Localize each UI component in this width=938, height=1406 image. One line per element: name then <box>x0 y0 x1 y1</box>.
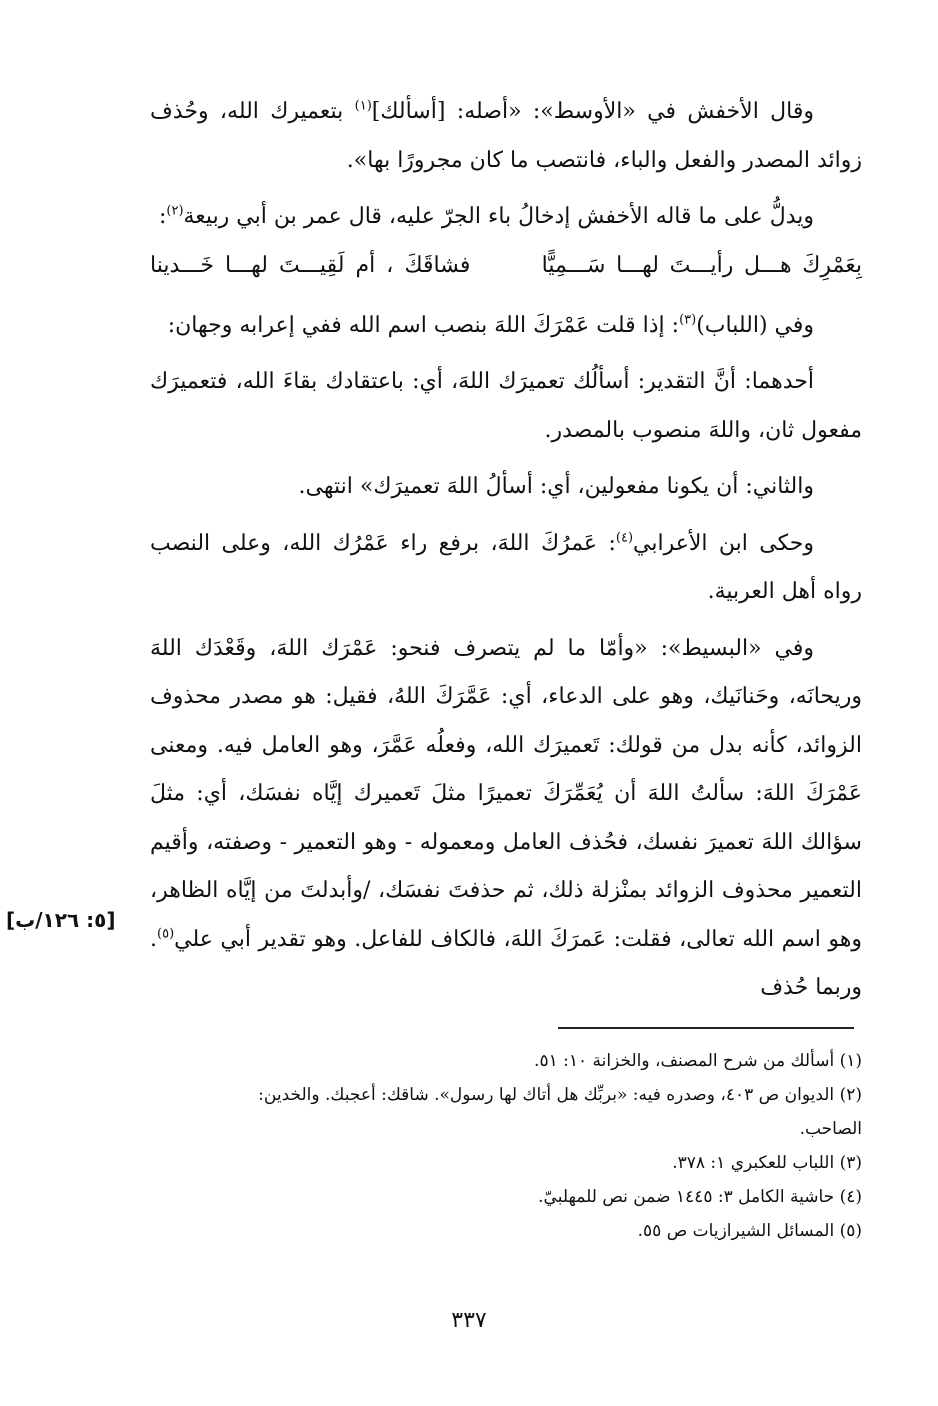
paragraph-evidence: ويدلُّ على ما قاله الأخفش إدخالُ باء الجرّ عليه، قال عمر بن أبي ربيعة$^{(٢)}$: <box>158 203 814 229</box>
poetry-verse <box>150 242 862 290</box>
verse-second-hemistich: فشاقَكَ ، أم لَقِيـــتَ لهـــا خَـــدينا <box>150 252 471 278</box>
paragraph-akhfash: وقال الأخفش في «الأوسط»: «أصله: [أسألك]$^{(١)}$ بتعميرك الله، وحُذف زوائد المصدر والفعل والباء، فانتصب ما كان مجرورًا بها». <box>150 98 862 173</box>
footnote-2-continuation: الصاحب. <box>799 1119 862 1139</box>
footnote-4: (٤) حاشية الكامل ٣: ١٤٤٥ ضمن نص للمهلبيّ. <box>538 1187 862 1207</box>
verse-first-hemistich: بِعَمْرِكَ هـــل رأيـــتَ لهـــا سَـــمِيًّا <box>541 252 862 278</box>
manuscript-folio-reference: [٥: ١٢٦/ب] <box>6 908 116 932</box>
footnote-3: (٣) اللباب للعكبري ١: ٣٧٨. <box>672 1153 862 1173</box>
footnote-2: (٢) الديوان ص ٤٠٣، وصدره فيه: «بربِّك هل أتاك لها رسول». شاقك: أعجبك. والخدين: <box>258 1085 862 1105</box>
footnote-1: (١) أسألك من شرح المصنف، والخزانة ١٠: ٥١. <box>534 1051 862 1071</box>
paragraph-first-aspect: أحدهما: أنَّ التقدير: أسألُك تعميرَك اللهَ، أي: باعتقادك بقاءَ الله، فتعميرَك مفعول ثان، واللهَ منصوب بالمصدر. <box>150 369 862 443</box>
page-number: ٣٣٧ <box>451 1308 487 1333</box>
footnote-ref-4: (٤) <box>615 530 634 546</box>
paragraph-basit: وفي «البسيط»: «وأمّا ما لم يتصرف فنحو: عَمْرَك اللهَ، وقَعْدَك اللهَ وريحانَه، وحَنانَيك، وهو على الدعاء، أي: عَمَّرَكَ اللهُ، فقيل: هو مصدر محذوف الزوائد، كأنه بدل من قولك: تَعميرَك الله، وفعلُه عَمَّرَ، وهو العامل فيه. ومعنى عَمْرَكَ اللهَ: سألتُ اللهَ أن يُعَمِّرَكَ تعميرًا مثلَ تَعميرك إيَّاه نفسَك، أي: مثلَ سؤالك اللهَ تعميرَ نفسك، فحُذف العامل ومعموله - وهو التعمير - وصفته، وأقيم التعمير محذوف الزوائد بمنْزلة ذلك، ثم حذفتَ نفسَك، /وأبدلتَ من إيَّاه الظاهر، وهو اسم الله تعالى، فقلت: عَمرَكَ اللهَ، فالكاف للفاعل. وهو تقدير أبي علي$^{(٥)}$. وربما حُذف <box>150 635 862 1000</box>
footnotes <box>150 1044 862 1248</box>
footnote-ref-1: (١) <box>354 98 372 114</box>
footnote-separator <box>558 1027 854 1029</box>
main-text <box>150 88 862 1021</box>
paragraph-ibn-arabi: وحكى ابن الأعرابي$^{(٤)}$: عَمرُكَ اللهَ، برفع راء عَمْرُك الله، وعلى النصب رواه أهل العربية. <box>150 530 862 604</box>
paragraph-lubab: وفي (اللباب)$^{(٣)}$: إذا قلت عَمْرَكَ اللهَ بنصب اسم الله ففي إعرابه وجهان: <box>167 312 814 338</box>
footnote-5: (٥) المسائل الشيرازيات ص ٥٥. <box>637 1221 862 1241</box>
footnote-ref-5: (٥) <box>157 926 175 942</box>
footnote-ref-2: (٢) <box>166 203 184 219</box>
footnote-ref-3: (٣) <box>679 312 697 328</box>
paragraph-second-aspect: والثاني: أن يكونا مفعولين، أي: أسألُ اللهَ تعميرَك» انتهى. <box>298 474 814 499</box>
